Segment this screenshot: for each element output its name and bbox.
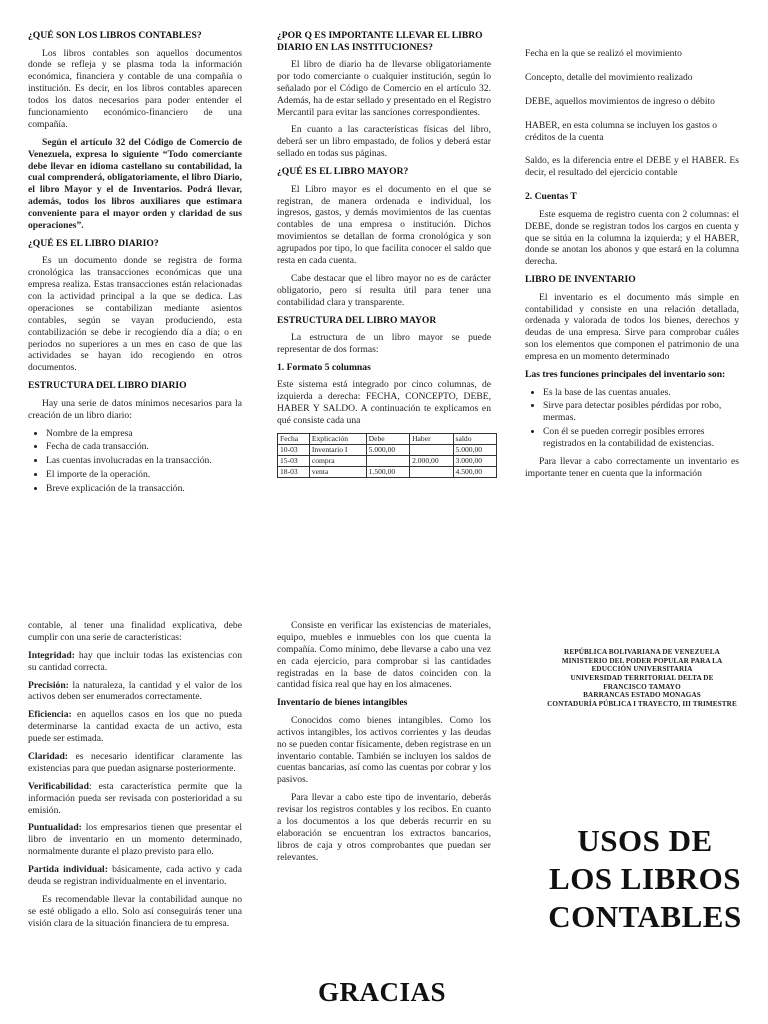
cover-title-line: LOS LIBROS	[549, 860, 741, 896]
table-row	[278, 444, 497, 455]
paragraph-importancia: El libro de diario ha de llevarse obligatoriamente por todo comerciante o cualquier institución, según lo señalado por el Código de Comercio en el artículo 32. Además, ha de estar sellado y presentado en el Registro Mercantil para evitar las sanciones correspondientes.	[277, 59, 491, 118]
paragraph-cabe-destacar: Cabe destacar que el libro mayor no es de carácter obligatorio, pero sí resulta útil para tener una contabilidad clara y transparente.	[277, 272, 491, 308]
characteristic-term: Partida individual:	[28, 864, 108, 876]
cover-title-line: CONTABLES	[548, 898, 742, 934]
paragraph-verificar-existencias: Consiste en verificar las existencias de materiales, equipo, muebles e inmuebles con los que cuenta la compañía. Como mínimo, debe llevarse a cabo una vez en cada ejercicio, para comprobar si las cantidades registradas en la base de datos coinciden con la cantidad física real que hay en los almacenes.	[277, 620, 491, 691]
column-2	[277, 26, 491, 478]
table-cell: 5.000,00	[366, 444, 409, 455]
characteristic-text: es necesario identificar claramente las existencias para que puedan asignarse posteriormente.	[28, 751, 242, 774]
list-item: • Breve explicación de la transacción.	[46, 483, 242, 495]
table-row	[278, 466, 497, 477]
paragraph-libro-mayor: El Libro mayor es el documento en el que se registran, de manera ordenada e individual, los ingresos, gastos, y demás movimientos de las cuentas contables de una empresa o institución. Dichos movimientos se detallan de forma cronológica y son agrupados por tipo, lo que facilita conocer el saldo que resta en cada cuenta.	[277, 183, 491, 266]
paragraph-bienes-intangibles: Conocidos como bienes intangibles. Como los activos intangibles, los activos corrientes y las deudas no se pueden contar físicamente, deben registrase en un inventario contable. También se incluyen los saldos de cuentas bancarias, así como las cuentas por cobrar y los pasivos.	[277, 714, 491, 786]
characteristic-term: Claridad:	[28, 751, 68, 763]
characteristic-text: : esta característica permite que la información pueda ser revisada con posterioridad a su emisión.	[28, 780, 242, 816]
table-cell	[410, 444, 453, 455]
paragraph-saldo: Saldo, es la diferencia entre el DEBE y el HABER. Es decir, el resultado del ejercicio contable	[525, 155, 739, 179]
heading-bienes-intangibles: Inventario de bienes intangibles	[277, 697, 408, 709]
thanks-text: GRACIAS	[318, 977, 447, 1007]
list-datos-diario	[28, 428, 242, 495]
paragraph-caracteristicas-intro: contable, al tener una finalidad explicativa, debe cumplir con una serie de características:	[28, 620, 242, 643]
heading-funciones-inventario: Las tres funciones principales del inventario son:	[525, 369, 726, 381]
institution-line: FRANCISCO TAMAYO	[603, 682, 681, 691]
table-cell	[366, 455, 409, 466]
characteristic-term: Precisión:	[28, 679, 69, 691]
cover-title	[530, 822, 760, 935]
institution-line: REPÚBLICA BOLIVARIANA DE VENEZUELA	[564, 648, 720, 656]
table-cell: 3.000,00	[453, 455, 497, 466]
column-4	[28, 620, 242, 936]
characteristic-text: los empresarios tienen que presentar el libro de inventario en un momento determinado, normalmente durante el plazo previsto para ello.	[28, 822, 242, 858]
paragraph-que-son: Los libros contables son aquellos documentos donde se refleja y se plasma toda la información económica, financiera y contable de una compañía o institución. Es decir, en los libros contables aparecen todos los datos necesarios para poder entender el funcionamiento económico-financiero de una compañía.	[28, 47, 242, 130]
table-cell: 15-03	[278, 455, 310, 466]
table-row	[278, 455, 497, 466]
characteristic-item	[28, 680, 242, 704]
list-item: • Con él se pueden corregir posibles errores registrados en la contabilidad de existencias.	[543, 426, 739, 450]
characteristic-text: básicamente, cada activo y cada deuda se registran individualmente en el inventario.	[28, 864, 242, 888]
institution-line: MINISTERIO DEL PODER POPULAR PARA LA	[561, 656, 723, 665]
heading-libro-diario: ¿QUÉ ES EL LIBRO DIARIO?	[28, 237, 159, 249]
column-header: saldo	[453, 433, 497, 444]
list-item: • Es la base de las cuentas anuales.	[543, 387, 739, 399]
column-header: Fecha	[278, 433, 310, 444]
heading-estructura-diario: ESTRUCTURA DEL LIBRO DIARIO	[28, 380, 187, 392]
table-cell: compra	[309, 455, 366, 466]
characteristic-text: en aquellos casos en los que no pueda determinarse la cantidad exacta de un activo, esta puede ser estimada.	[28, 709, 242, 745]
characteristic-item	[28, 650, 242, 674]
cover-title-line: USOS DE	[577, 823, 713, 858]
characteristic-item	[28, 822, 242, 858]
characteristic-item	[28, 781, 242, 817]
characteristic-text: la naturaleza, la cantidad y el valor de los activos deben ser enumerados correctamente.	[28, 679, 242, 703]
column-5	[277, 620, 491, 870]
paragraph-fecha: Fecha en la que se realizó el movimiento	[525, 48, 682, 59]
table-header-row	[278, 433, 497, 444]
paragraph-formato: Este sistema está integrado por cinco columnas, de izquierda a derecha: FECHA, CONCEPTO, DEBE, HABER Y SALDO. A continuación te explicamos en qué consiste cada una	[277, 379, 491, 426]
table-cell: 1.500,00	[366, 466, 409, 477]
table-cell: 2.000,00	[410, 455, 453, 466]
paragraph-libro-inventario: El inventario es el documento más simple en contabilidad y consiste en una relación detallada, ordenada y valorada de todos los bienes, derechos y deudas de una empresa. Sirve para comprobar cuáles son los elementos que componen el patrimonio de una empresa en un momento determinado	[525, 291, 739, 363]
list-item: • Sirve para detectar posibles pérdidas por robo, mermas.	[543, 400, 739, 424]
list-item: • Las cuentas involucradas en la transacción.	[46, 455, 242, 467]
characteristic-item	[28, 751, 242, 775]
list-item: • Nombre de la empresa	[46, 428, 242, 440]
characteristic-term: Integridad:	[28, 649, 75, 661]
heading-formato-5-columnas: 1. Formato 5 columnas	[277, 361, 371, 373]
paragraph-caracteristicas-fisicas: En cuanto a las características físicas del libro, deberá ser un libro empastado, de folios y deberá estar sellado en todas sus páginas.	[277, 124, 491, 160]
table-cell: 18-03	[278, 466, 310, 477]
table-cell: venta	[309, 466, 366, 477]
column-1	[28, 26, 242, 501]
characteristic-item	[28, 864, 242, 888]
paragraph-estructura-mayor: La estructura de un libro mayor se puede representar de dos formas:	[277, 332, 491, 355]
paragraph-recomendable: Es recomendable llevar la contabilidad aunque no se esté obligado a ello. Solo así conseguirás tener una visión clara de la situación financiera de tu empresa.	[28, 893, 242, 929]
table-cell: 5.000,00	[453, 444, 497, 455]
institution-line: CONTADURÍA PÚBLICA I TRAYECTO, III TRIMESTRE	[547, 699, 737, 708]
heading-libro-mayor: ¿QUÉ ES EL LIBRO MAYOR?	[277, 166, 409, 178]
heading-estructura-mayor: ESTRUCTURA DEL LIBRO MAYOR	[277, 314, 437, 326]
list-item: • Fecha de cada transacción.	[46, 441, 242, 453]
paragraph-articulo-32: Según el artículo 32 del Código de Comercio de Venezuela, expresa lo siguiente “Todo comerciante debe llevar en idioma castellano su contabilidad, la cual comprenderá, obligatoriamente, el libro Diario, el libro Mayor y el de Inventarios. Podrá llevar, además, todos los libros auxiliares que estimara conveniente para el mayor orden y claridad de sus operaciones”.	[28, 136, 242, 231]
institution-line: BARRANCAS ESTADO MONAGAS	[583, 691, 701, 700]
paragraph-concepto: Concepto, detalle del movimiento realizado	[525, 71, 693, 83]
paragraph-libro-diario: Es un documento donde se registra de forma cronológica las transacciones económicas que una empresa realiza. Estas transacciones están relacionadas con la actividad principal a la que se dedica. Las operaciones se contabilizan mediante asientos contables, según se vayan produciendo, esta contabilización se debe ir recogiendo día a día; o en periodos no superiores a un mes en caso de que las actividades se hayan ido recogiendo en otros documentos.	[28, 255, 242, 374]
institution-line: EDUCCIÓN UNIVERSITARIA	[591, 665, 693, 674]
list-funciones	[525, 387, 739, 450]
paragraph-haber: HABER, en esta columna se incluyen los gastos o créditos de la cuenta	[525, 119, 718, 143]
table-cell: 10-03	[278, 444, 310, 455]
paragraph-revisar-registros: Para llevar a cabo este tipo de inventario, deberás revisar los registros contables y los recibos. En cuanto a los documentos a los que deberás recurrir en su elaboración se encuentran los extractos bancarios, libros de caja y otros comprobantes que puedan ser relevantes.	[277, 792, 491, 863]
characteristic-term: Puntualidad:	[28, 822, 82, 834]
column-header: Explicación	[309, 433, 366, 444]
characteristic-item	[28, 709, 242, 745]
institution-header	[536, 648, 748, 708]
column-header: Debe	[366, 433, 409, 444]
table-cell: 4.500,00	[453, 466, 497, 477]
paragraph-llevar-inventario: Para llevar a cabo correctamente un inventario es importante tener en cuenta que la información	[525, 455, 739, 479]
characteristic-term: Verificabilidad	[28, 780, 89, 792]
list-item: • El importe de la operación.	[46, 469, 242, 481]
table-cell	[410, 466, 453, 477]
heading-importancia-diario: ¿POR Q ES IMPORTANTE LLEVAR EL LIBRO DIARIO EN LAS INSTITUCIONES?	[277, 30, 483, 53]
paragraph-debe: DEBE, aquellos movimientos de ingreso o débito	[525, 95, 715, 107]
heading-libro-inventario: LIBRO DE INVENTARIO	[525, 274, 636, 286]
heading-que-son: ¿QUÉ SON LOS LIBROS CONTABLES?	[28, 30, 202, 41]
institution-line: UNIVERSIDAD TERRITORIAL DELTA DE	[570, 673, 714, 682]
characteristic-text: hay que incluir todas las existencias con su cantidad correcta.	[28, 649, 242, 673]
heading-cuentas-t: 2. Cuentas T	[525, 191, 577, 203]
ledger-table	[277, 433, 497, 478]
paragraph-cuentas-t: Este esquema de registro cuenta con 2 columnas: el DEBE, donde se registran todos los cargos en cuenta y que se sitúa en la columna la izquierda; y el HABER, donde se anotan los abonos y que estará en la columna derecha.	[525, 208, 739, 268]
column-header: Haber	[410, 433, 453, 444]
table-cell: Inventario I	[309, 444, 366, 455]
column-3	[525, 48, 739, 486]
characteristic-term: Eficiencia:	[28, 709, 72, 721]
paragraph-estructura-diario: Hay una serie de datos mínimos necesarios para la creación de un libro diario:	[28, 397, 242, 421]
